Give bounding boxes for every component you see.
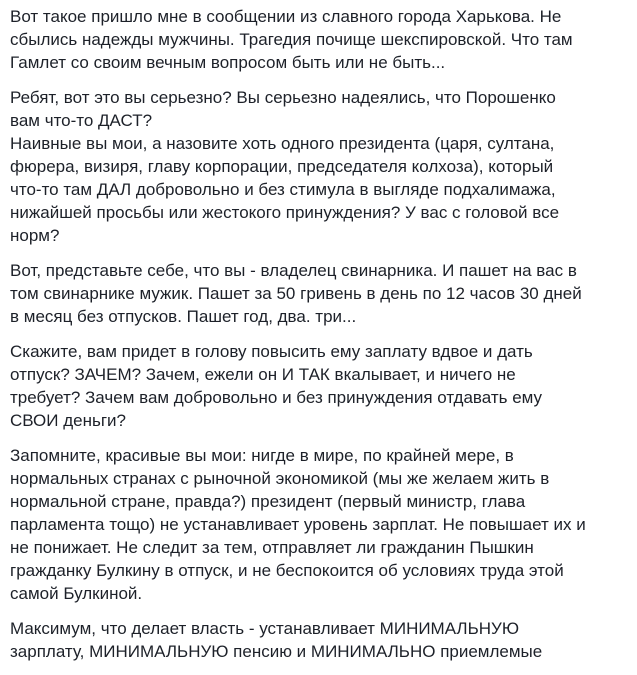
text-line: норм?	[10, 226, 60, 245]
text-line: Вот такое пришло мне в сообщении из славного города Харькова. Не	[10, 7, 562, 26]
text-line: самой Булкиной.	[10, 584, 143, 603]
text-line: Запомните, красивые вы мои: нигде в мире, по крайней мере, в	[10, 446, 514, 465]
paragraph-1	[10, 5, 627, 74]
paragraph-3	[10, 259, 627, 328]
text-line: Гамлет со своим вечным вопросом быть или не быть...	[10, 53, 446, 72]
text-line: не понижает. Не следит за тем, отправляет ли гражданин Пышкин	[10, 538, 534, 557]
text-line: том свинарнике мужик. Пашет за 50 гривень в день по 12 часов 30 дней	[10, 284, 582, 303]
paragraph-5	[10, 444, 627, 605]
text-line: Ребят, вот это вы серьезно? Вы серьезно надеялись, что Порошенко	[10, 88, 556, 107]
text-line: гражданку Булкину в отпуск, и не беспокоится об условиях труда этой	[10, 561, 564, 580]
text-line: нижайшей просьбы или жестокого принуждения? У вас с головой все	[10, 203, 560, 222]
text-line: в месяц без отпусков. Пашет год, два. три...	[10, 307, 357, 326]
text-line: сбылись надежды мужчины. Трагедия почище шекспировской. Что там	[10, 30, 573, 49]
text-line: нормальной стране, правда?) президент (первый министр, глава	[10, 492, 526, 511]
text-line: СВОИ деньги?	[10, 411, 126, 430]
text-line: требует? Зачем вам добровольно и без принуждения отдавать ему	[10, 388, 543, 407]
text-line: отпуск? ЗАЧЕМ? Зачем, ежели он И ТАК вкалывает, и ничего не	[10, 365, 516, 384]
text-line: что-то там ДАЛ добровольно и без стимула в выгляде подхалимажа,	[10, 180, 556, 199]
text-line: Максимум, что делает власть - устанавливает МИНИМАЛЬНУЮ	[10, 619, 519, 638]
paragraph-6	[10, 617, 627, 663]
text-line: парламента тощо) не устанавливает уровень зарплат. Не повышает их и	[10, 515, 586, 534]
text-line: вам что-то ДАСТ?	[10, 111, 153, 130]
paragraph-4	[10, 340, 627, 432]
text-line: нормальных странах с рыночной экономикой (мы же желаем жить в	[10, 469, 550, 488]
text-line: Вот, представьте себе, что вы - владелец свинарника. И пашет на вас в	[10, 261, 577, 280]
text-line: зарплату, МИНИМАЛЬНУЮ пенсию и МИНИМАЛЬНО приемлемые	[10, 642, 543, 661]
paragraph-2	[10, 86, 627, 247]
text-line: Наивные вы мои, а назовите хоть одного президента (царя, султана,	[10, 134, 555, 153]
text-line: Скажите, вам придет в голову повысить ему заплату вдвое и дать	[10, 342, 533, 361]
text-line: фюрера, визиря, главу корпорации, председателя колхоза), который	[10, 157, 554, 176]
